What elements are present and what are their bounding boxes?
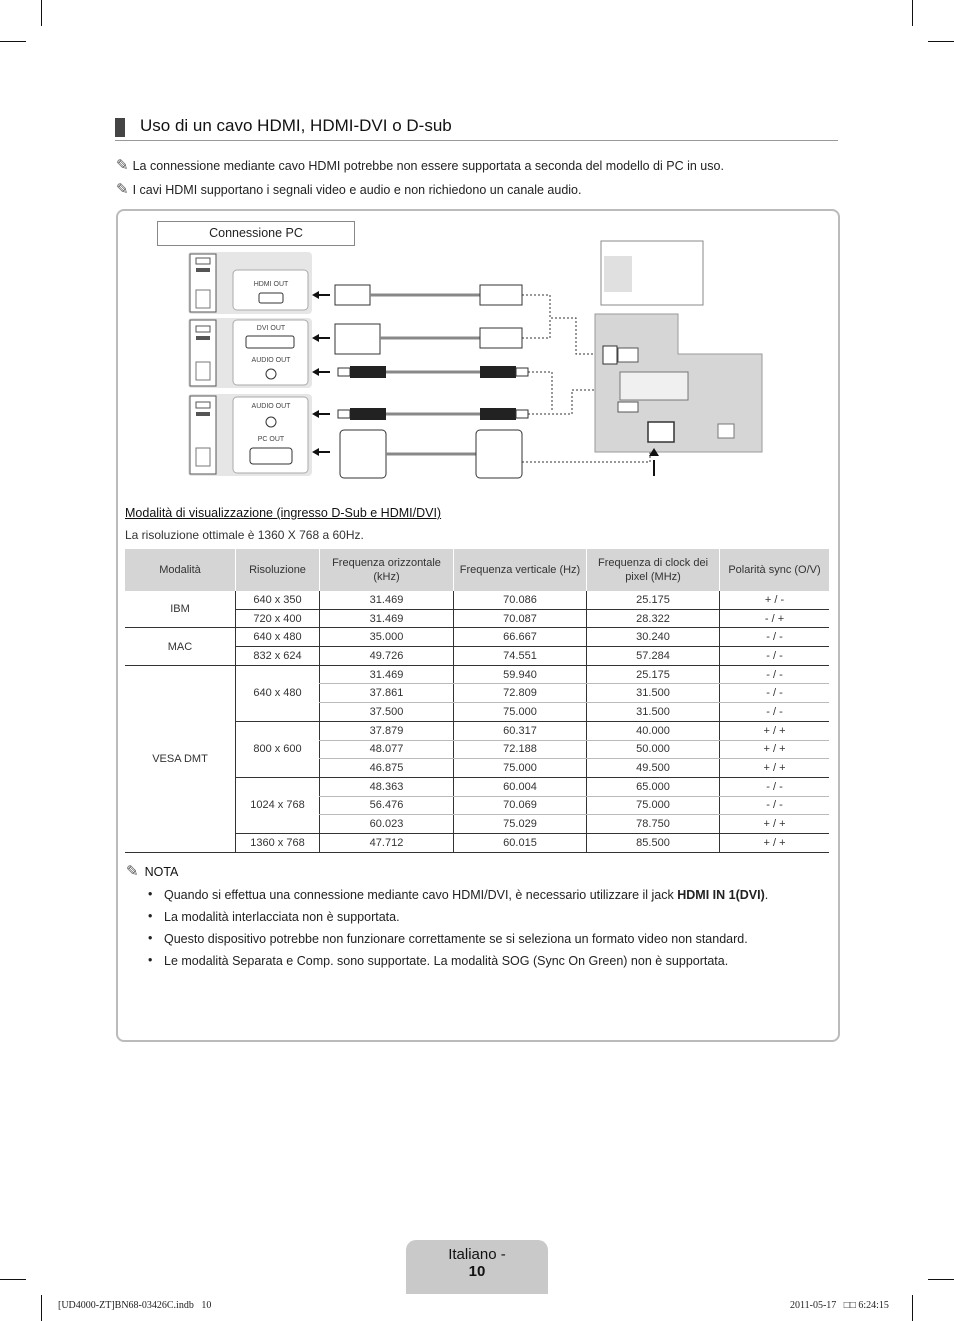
value-cell: 48.077 [320,740,454,759]
section-header [115,116,838,141]
value-cell: 60.004 [454,777,587,796]
value-cell: 70.069 [454,796,587,815]
value-cell: 50.000 [587,740,720,759]
mode-cell: IBM [125,591,236,628]
value-cell: 75.000 [454,703,587,722]
nota-header [126,862,178,880]
value-cell: 40.000 [587,721,720,740]
value-cell: 30.240 [587,628,720,647]
value-cell: 78.750 [587,815,720,834]
bullet-text: Quando si effettua una connessione mediante cavo HDMI/DVI, è necessario utilizzare il jack [164,888,678,902]
crop-mark [928,41,954,42]
value-cell: 70.086 [454,591,587,609]
value-cell: 60.015 [454,833,587,852]
bullet-after: . [764,888,769,902]
note-text: I cavi HDMI supportano i segnali video e audio e non richiedono un canale audio. [132,183,582,197]
value-cell: 25.175 [587,591,720,609]
bullet-text: La modalità interlacciata non è supportata. [164,910,400,924]
value-cell: - / - [720,796,830,815]
value-cell: + / + [720,721,830,740]
value-cell: - / - [720,665,830,684]
resolution-cell: 720 x 400 [236,609,320,628]
crop-mark [912,1295,913,1321]
value-cell: 47.712 [320,833,454,852]
table-header: Frequenza verticale (Hz) [454,549,587,591]
dvi-out-label: DVI OUT [256,325,286,332]
note-text: La connessione mediante cavo HDMI potrebbe non essere supportata a seconda del modello di PC in uso. [132,159,724,173]
resolution-cell: 832 x 624 [236,647,320,666]
value-cell: - / - [720,684,830,703]
mode-cell: VESA DMT [125,665,236,852]
connection-diagram [180,240,770,480]
value-cell: 74.551 [454,647,587,666]
value-cell: 85.500 [587,833,720,852]
value-cell: - / + [720,609,830,628]
crop-mark [41,1295,42,1321]
value-cell: + / + [720,815,830,834]
value-cell: 37.861 [320,684,454,703]
list-item [148,886,768,908]
table-header: Frequenza di clock dei pixel (MHz) [587,549,720,591]
value-cell: 25.175 [587,665,720,684]
nota-label: NOTA [144,865,179,879]
value-cell: 37.500 [320,703,454,722]
resolution-cell: 640 x 480 [236,628,320,647]
bullet-text: Questo dispositivo potrebbe non funzionare correttamente se si seleziona un formato video non standard. [164,932,748,946]
pc-unit-dsub [188,394,312,476]
resolution-cell: 800 x 600 [236,721,320,777]
pencil-icon: ✎ [116,157,129,174]
page-label [406,1246,548,1280]
table-row [125,591,829,609]
file-info: [UD4000-ZT]BN68-03426C.indb 10 [58,1300,212,1311]
nota-bullets [148,886,768,974]
value-cell: 57.284 [587,647,720,666]
value-cell: 75.000 [454,759,587,778]
bullet-bold: HDMI IN 1(DVI) [677,888,765,902]
table-header: Risoluzione [236,549,320,591]
pc-out-label: PC OUT [257,436,285,443]
hdmi-out-label: HDMI OUT [253,281,289,288]
value-cell: 66.667 [454,628,587,647]
print-timestamp: 2011-05-17 □□ 6:24:15 [790,1300,889,1311]
page-number-tab [406,1240,548,1294]
value-cell: - / - [720,647,830,666]
page-number: 10 [468,1263,486,1280]
value-cell: 28.322 [587,609,720,628]
value-cell: 65.000 [587,777,720,796]
section-marker [115,118,125,137]
value-cell: 60.317 [454,721,587,740]
value-cell: 75.000 [587,796,720,815]
pencil-icon: ✎ [126,863,139,880]
value-cell: 31.469 [320,609,454,628]
resolution-cell: 640 x 350 [236,591,320,609]
note-2 [116,180,581,198]
table-row [125,665,829,684]
value-cell: 48.363 [320,777,454,796]
table-header: Polarità sync (O/V) [720,549,830,591]
note-1 [116,156,724,174]
bullet-text: Le modalità Separata e Comp. sono supportate. La modalità SOG (Sync On Green) non è supportata. [164,954,729,968]
table-header: Frequenza orizzontale (kHz) [320,549,454,591]
value-cell: - / - [720,777,830,796]
audio-out-label: AUDIO OUT [251,357,291,364]
list-item [148,930,768,952]
pc-unit-dvi [188,318,312,388]
value-cell: 31.500 [587,703,720,722]
value-cell: - / - [720,628,830,647]
value-cell: 49.726 [320,647,454,666]
value-cell: + / + [720,833,830,852]
connection-label: Connessione PC [157,221,355,246]
value-cell: 70.087 [454,609,587,628]
table-header: Modalità [125,549,236,591]
value-cell: 31.500 [587,684,720,703]
resolution-cell: 640 x 480 [236,665,320,721]
pc-unit-hdmi [188,252,312,314]
resolution-cell: 1024 x 768 [236,777,320,833]
table-row [125,628,829,647]
crop-mark [41,0,42,26]
value-cell: 60.023 [320,815,454,834]
value-cell: + / - [720,591,830,609]
crop-mark [0,41,26,42]
modes-subtitle: La risoluzione ottimale è 1360 X 768 a 60Hz. [125,528,364,542]
value-cell: 31.469 [320,665,454,684]
value-cell: + / + [720,759,830,778]
page-language: Italiano - [448,1246,506,1263]
list-item [148,952,768,974]
value-cell: 75.029 [454,815,587,834]
crop-mark [928,1279,954,1280]
resolution-cell: 1360 x 768 [236,833,320,852]
crop-mark [912,0,913,26]
value-cell: 72.188 [454,740,587,759]
value-cell: 56.476 [320,796,454,815]
value-cell: 72.809 [454,684,587,703]
pencil-icon: ✎ [116,181,129,198]
table-header-row [125,549,829,591]
value-cell: 49.500 [587,759,720,778]
value-cell: - / - [720,703,830,722]
modes-title: Modalità di visualizzazione (ingresso D-Sub e HDMI/DVI) [125,506,442,520]
value-cell: 31.469 [320,591,454,609]
list-item [148,908,768,930]
value-cell: 35.000 [320,628,454,647]
tv-illustration [595,241,762,476]
value-cell: + / + [720,740,830,759]
audio-out-label: AUDIO OUT [251,403,291,410]
value-cell: 37.879 [320,721,454,740]
mode-cell: MAC [125,628,236,665]
value-cell: 46.875 [320,759,454,778]
crop-mark [0,1279,26,1280]
value-cell: 59.940 [454,665,587,684]
display-modes-table [125,549,829,853]
section-title: Uso di un cavo HDMI, HDMI-DVI o D-sub [140,116,452,135]
